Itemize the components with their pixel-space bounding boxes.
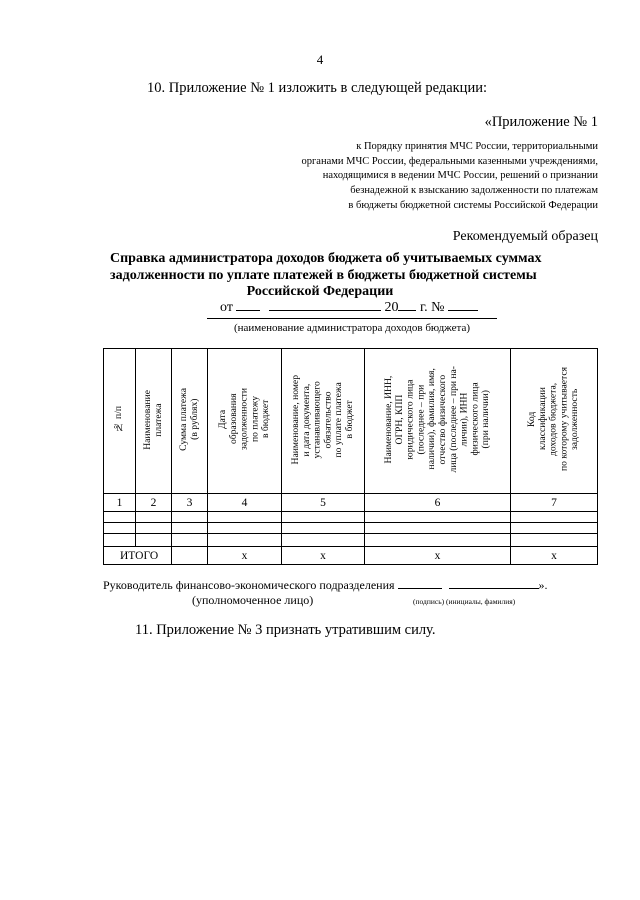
signature-role-label: Руководитель финансово-экономического подразделения — [103, 578, 395, 592]
header-cell — [104, 349, 136, 494]
column-number: 7 — [511, 494, 598, 512]
table-cell — [136, 534, 172, 547]
administrator-name-line — [207, 318, 497, 319]
total-label: ИТОГО — [104, 547, 172, 565]
year-blank — [398, 298, 416, 311]
table-cell — [282, 512, 365, 523]
table-cell — [172, 523, 208, 534]
table-cell — [282, 523, 365, 534]
signature-note: (подпись) (инициалы, фамилия) — [413, 597, 516, 606]
item-11-text: 11. Приложение № 3 признать утратившим силу. — [135, 622, 436, 638]
table-cell — [208, 523, 282, 534]
header-cell — [365, 349, 511, 494]
column-number: 5 — [282, 494, 365, 512]
column-number: 1 — [104, 494, 136, 512]
total-cell: x — [365, 547, 511, 565]
month-blank — [269, 298, 381, 311]
header-col-6: Наименование, ИНН, ОГРН, КПП юридического лица (последнее – при наличии), фамилия, имя, отчество физического лица (последнее – при на- личии), ИНН физического лица (при наличии) — [382, 366, 491, 473]
date-from-label: от — [220, 300, 233, 315]
day-blank — [236, 298, 260, 311]
signature-closing: ». — [538, 578, 548, 592]
header-cell — [208, 349, 282, 494]
column-number: 6 — [365, 494, 511, 512]
table-row — [104, 534, 598, 547]
table-cell — [208, 534, 282, 547]
table-cell — [136, 523, 172, 534]
title-line: Российской Федерации — [246, 284, 394, 299]
administrator-caption: (наименование администратора доходов бюджета) — [233, 322, 470, 334]
document-title — [110, 251, 542, 301]
title-line: Справка администратора доходов бюджета об учитываемых суммах — [110, 251, 542, 266]
table-cell — [208, 512, 282, 523]
date-number-line — [220, 298, 478, 316]
table-cell — [104, 512, 136, 523]
total-cell — [172, 547, 208, 565]
year-prefix: 20 — [384, 300, 399, 315]
table-header-row — [104, 349, 598, 494]
order-line: безнадежной к взысканию задолженности по платежам — [350, 185, 598, 197]
order-reference-block — [178, 140, 598, 214]
header-col-4: Дата образования задолженности по платежу в бюджет — [216, 388, 271, 451]
order-line: находящимися в ведении МЧС России, решений о признании — [322, 170, 598, 182]
order-line: в бюджеты бюджетной системы Российской Федерации — [348, 199, 598, 211]
table-cell — [365, 523, 511, 534]
table-cell — [365, 512, 511, 523]
table-row — [104, 523, 598, 534]
signature-line — [103, 576, 548, 593]
signature-blank — [398, 576, 442, 589]
header-cell — [136, 349, 172, 494]
authorized-person-label: (уполномоченное лицо) — [192, 593, 314, 607]
column-number: 3 — [172, 494, 208, 512]
order-line: органами МЧС России, федеральными казенными учреждениями, — [301, 155, 598, 167]
order-line: к Порядку принятия МЧС России, территориальными — [356, 141, 598, 152]
table-cell — [282, 534, 365, 547]
debt-table — [103, 348, 598, 565]
annex-heading: «Приложение № 1 — [484, 114, 598, 130]
number-label: г. № — [419, 300, 445, 315]
table-cell — [104, 523, 136, 534]
table-cell — [172, 534, 208, 547]
header-col-1: № п/п — [113, 406, 125, 433]
table-cell — [511, 512, 598, 523]
header-col-3: Сумма платежа (в рублях) — [177, 388, 200, 451]
recommended-sample-label: Рекомендуемый образец — [452, 229, 598, 244]
table-cell — [104, 534, 136, 547]
total-cell: x — [208, 547, 282, 565]
title-line: задолженности по уплате платежей в бюджеты бюджетной системы — [110, 267, 537, 283]
header-col-7: Код классификации доходов бюджета, по которому учитывается задолженность — [526, 367, 581, 472]
header-cell — [511, 349, 598, 494]
name-blank — [449, 576, 539, 589]
header-col-2: Наименование платежа — [141, 389, 164, 450]
table-cell — [365, 534, 511, 547]
item-10-text: 10. Приложение № 1 изложить в следующей редакции: — [147, 80, 487, 96]
column-number-row — [104, 494, 598, 512]
header-cell — [282, 349, 365, 494]
total-cell: x — [511, 547, 598, 565]
page-number: 4 — [316, 52, 324, 67]
number-blank — [448, 298, 478, 311]
table-cell — [511, 534, 598, 547]
table-cell — [136, 512, 172, 523]
header-cell — [172, 349, 208, 494]
table-row — [104, 512, 598, 523]
column-number: 2 — [136, 494, 172, 512]
column-number: 4 — [208, 494, 282, 512]
total-row — [104, 547, 598, 565]
header-col-5: Наименование, номер и дата документа, устанавливающего обязательство по уплате платежа в бюджет — [289, 374, 355, 465]
total-cell: x — [282, 547, 365, 565]
table-cell — [172, 512, 208, 523]
table-cell — [511, 523, 598, 534]
